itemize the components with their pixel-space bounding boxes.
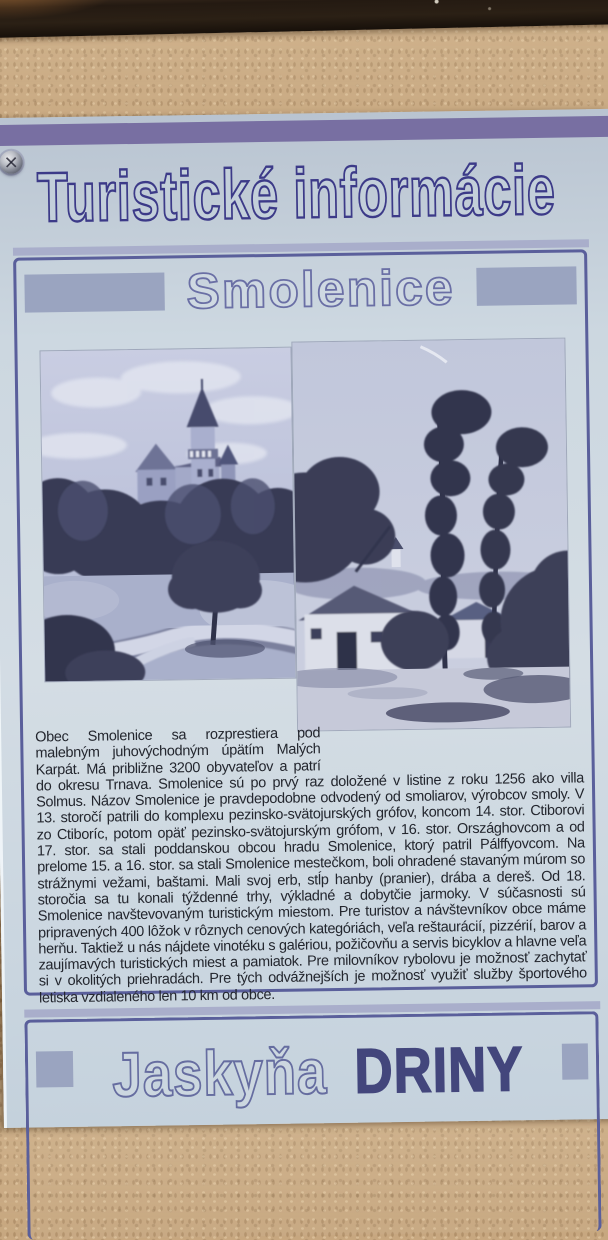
sign-top-purple-band — [0, 116, 608, 146]
heading-bar-left — [24, 273, 165, 313]
smolenice-info-box — [13, 249, 598, 1007]
heading-bar-left — [36, 1051, 73, 1088]
beam-paint-specks — [0, 0, 608, 38]
heading-bar-right — [476, 266, 577, 305]
body-paragraph-text: Obec Smolenice sa rozprestiera pod malebným juhovýchodným úpätím Malých Karpát. Má približne 3200 obyvateľov a patrí do okresu Trnava. Smolenice sú po prvý raz doložené v listine z roku 1256 ako villa Solmus. Názov Smolenice je pravdepodobne odvodený od smoliarov, výrobcov smoly. V 13. storočí patrili do komplexu pezinsko-svätojurských grófov, koncom 14. stor. Ctiborovi zo Ctiboríc, potom opäť pezinsko-svätojurským grófom, v 16. stor. Országhovcom a od 17. stor. sa stali poddanskou obcou hradu Smolenice, ktorý patril Pálffyovcom. Na prelome 15. a 16. stor. sa stali Smolenice mestečkom, boli ohradené stavaným múrom so strážnymi vežami, baštami. Mali svoj erb, stĺp hanby (pranier), drába a dereš. Od 18. storočia sa tu konali týždenné trhy, výkladné a dobytčie jarmoky. V súčasnosti sú Smolenice navštevovaným turistickým miestom. Pre turistov a návštevníkov obce máme pripravených 400 lôžok v rôznych cenových kategóriách, veľa reštaurácií, pizzérií, barov a herňu. Taktiež u nás nájdete vinotéku s galériou, požičovňu a servis bicyklov a hlavne veľa zaujímavých turistických miest a pamiatok. Pre milovníkov rybolovu je možnosť zachytať si v okolitých priehradách. Pre tých odvážnejších je možnosť využiť služby športového letiska vzdialeného len 10 km od obce. — [35, 725, 587, 1007]
driny-info-box — [24, 1011, 601, 1239]
heading-driny: DRINY — [353, 1034, 524, 1107]
information-sign-panel — [0, 109, 608, 1128]
sign-title: Turistické informácie — [36, 150, 557, 237]
heading-bar-right — [562, 1043, 589, 1079]
body-paragraph — [35, 721, 587, 1006]
wooden-beam — [0, 0, 608, 38]
driny-heading-row — [28, 1022, 597, 1111]
village-poplars-photo-image — [291, 338, 571, 732]
mounting-screw — [0, 151, 23, 174]
heading-jaskyna: Jaskyňa — [111, 1037, 328, 1111]
photo-row — [17, 337, 591, 735]
section-heading-smolenice: Smolenice — [186, 259, 456, 320]
section-heading-driny — [111, 1034, 524, 1111]
smolenice-heading-row — [16, 260, 585, 318]
smolenice-castle-photo-image — [39, 347, 296, 683]
sign-title-row — [36, 150, 608, 237]
